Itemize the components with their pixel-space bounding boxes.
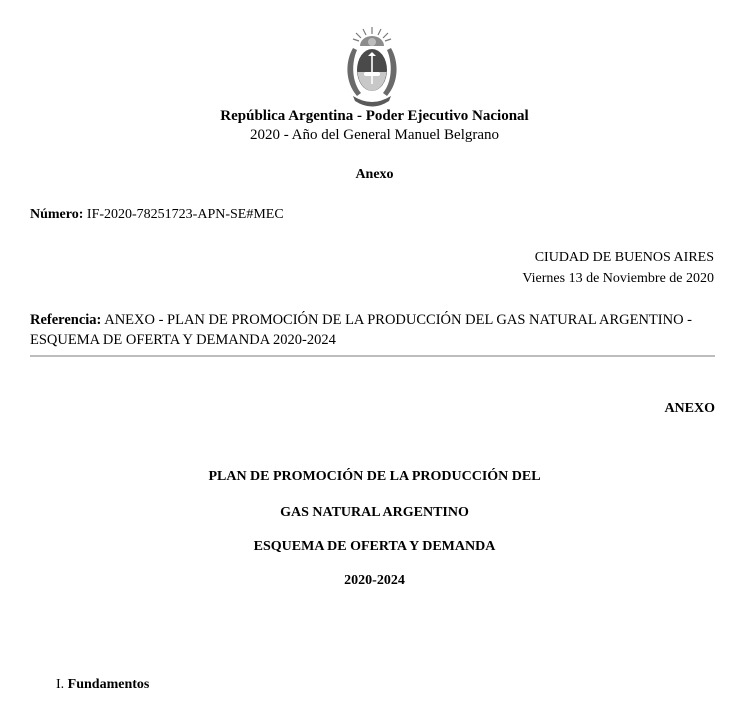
coat-of-arms-emblem — [343, 26, 401, 108]
plan-title-line-2: GAS NATURAL ARGENTINO — [280, 505, 469, 520]
reference — [30, 310, 720, 350]
document-number — [30, 207, 284, 223]
document-number-value: IF-2020-78251723-APN-SE#MEC — [86, 207, 284, 222]
date-line: Viernes 13 de Noviembre de 2020 — [522, 271, 714, 286]
city-line: CIUDAD DE BUENOS AIRES — [534, 250, 714, 265]
section-heading — [56, 677, 149, 693]
plan-title-line-4: 2020-2024 — [344, 573, 405, 588]
section-number: I. — [56, 677, 65, 692]
reference-label: Referencia: — [30, 312, 102, 328]
plan-title-line-3: ESQUEMA DE OFERTA Y DEMANDA — [253, 539, 496, 554]
anexo-heading: ANEXO — [664, 401, 715, 416]
document-number-label: Número: — [30, 207, 84, 222]
header-subtitle: 2020 - Año del General Manuel Belgrano — [249, 127, 500, 143]
header-divider — [30, 355, 715, 357]
reference-text: ANEXO - PLAN DE PROMOCIÓN DE LA PRODUCCIÓN DEL GAS NATURAL ARGENTINO - ESQUEMA DE OFERTA Y DEMANDA 2020-2024 — [30, 312, 692, 348]
section-title: Fundamentos — [67, 677, 150, 692]
anexo-label: Anexo — [355, 167, 394, 182]
plan-title-line-1: PLAN DE PROMOCIÓN DE LA PRODUCCIÓN DEL — [208, 469, 541, 484]
header-title: República Argentina - Poder Ejecutivo Nacional — [220, 108, 529, 124]
